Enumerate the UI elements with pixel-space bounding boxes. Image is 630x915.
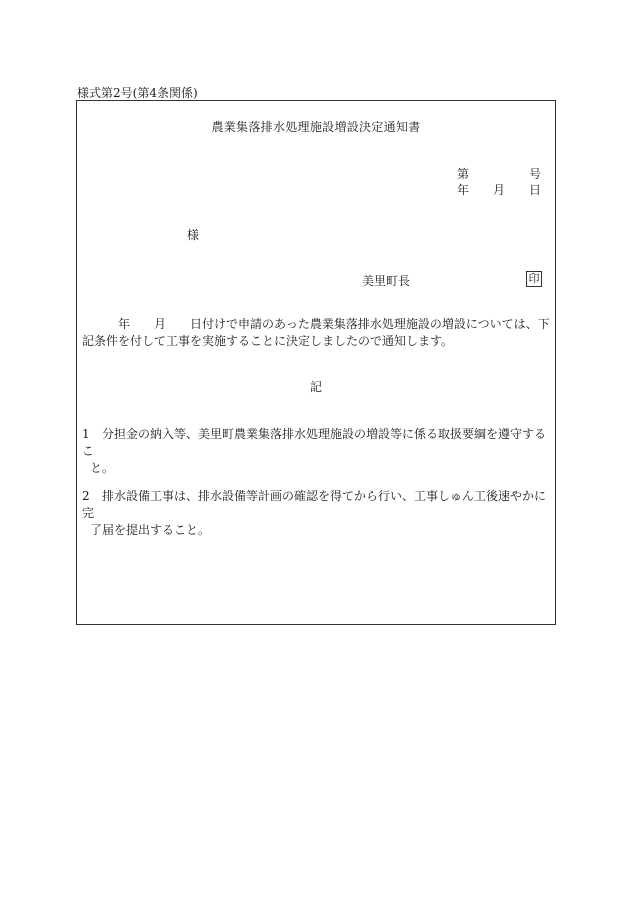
- seal-mark: 印: [526, 271, 542, 287]
- notice-document-frame: [76, 100, 556, 625]
- condition-number: 1: [82, 427, 90, 441]
- form-number-label: 様式第2号(第4条関係): [77, 86, 198, 100]
- condition-number: 2: [82, 489, 90, 503]
- condition-text: 分担金の納入等、美里町農業集落排水処理施設の増設等に係る取扱要綱を遵守するこ: [82, 427, 547, 458]
- condition-item: [82, 426, 552, 477]
- condition-text: 排水設備工事は、排水設備等計画の確認を得てから行い、工事しゅん工後速やかに完: [82, 489, 547, 520]
- condition-text-continued: と。: [90, 461, 115, 475]
- body-month: 月: [154, 317, 167, 331]
- reference-number-row: [457, 165, 541, 182]
- date-row: [457, 181, 541, 198]
- date-day: 日: [528, 183, 541, 197]
- ki-heading: 記: [309, 380, 322, 394]
- reference-number-prefix: 第: [457, 167, 470, 181]
- issuer-title: 美里町長: [362, 274, 411, 288]
- condition-text-continued: 了届を提出すること。: [90, 523, 211, 537]
- recipient-honorific: 様: [187, 228, 200, 242]
- date-month: 月: [492, 183, 505, 197]
- body-year: 年: [118, 317, 131, 331]
- date-year: 年: [457, 183, 470, 197]
- notice-body-paragraph: [82, 316, 552, 350]
- document-title: 農業集落排水処理施設増設決定通知書: [211, 120, 421, 134]
- reference-number-suffix: 号: [528, 167, 541, 181]
- body-text: 日付けで申請のあった農業集落排水処理施設の増設については、下記条件を付して工事を実施することに決定しましたので通知します。: [82, 317, 550, 348]
- condition-item: [82, 488, 552, 539]
